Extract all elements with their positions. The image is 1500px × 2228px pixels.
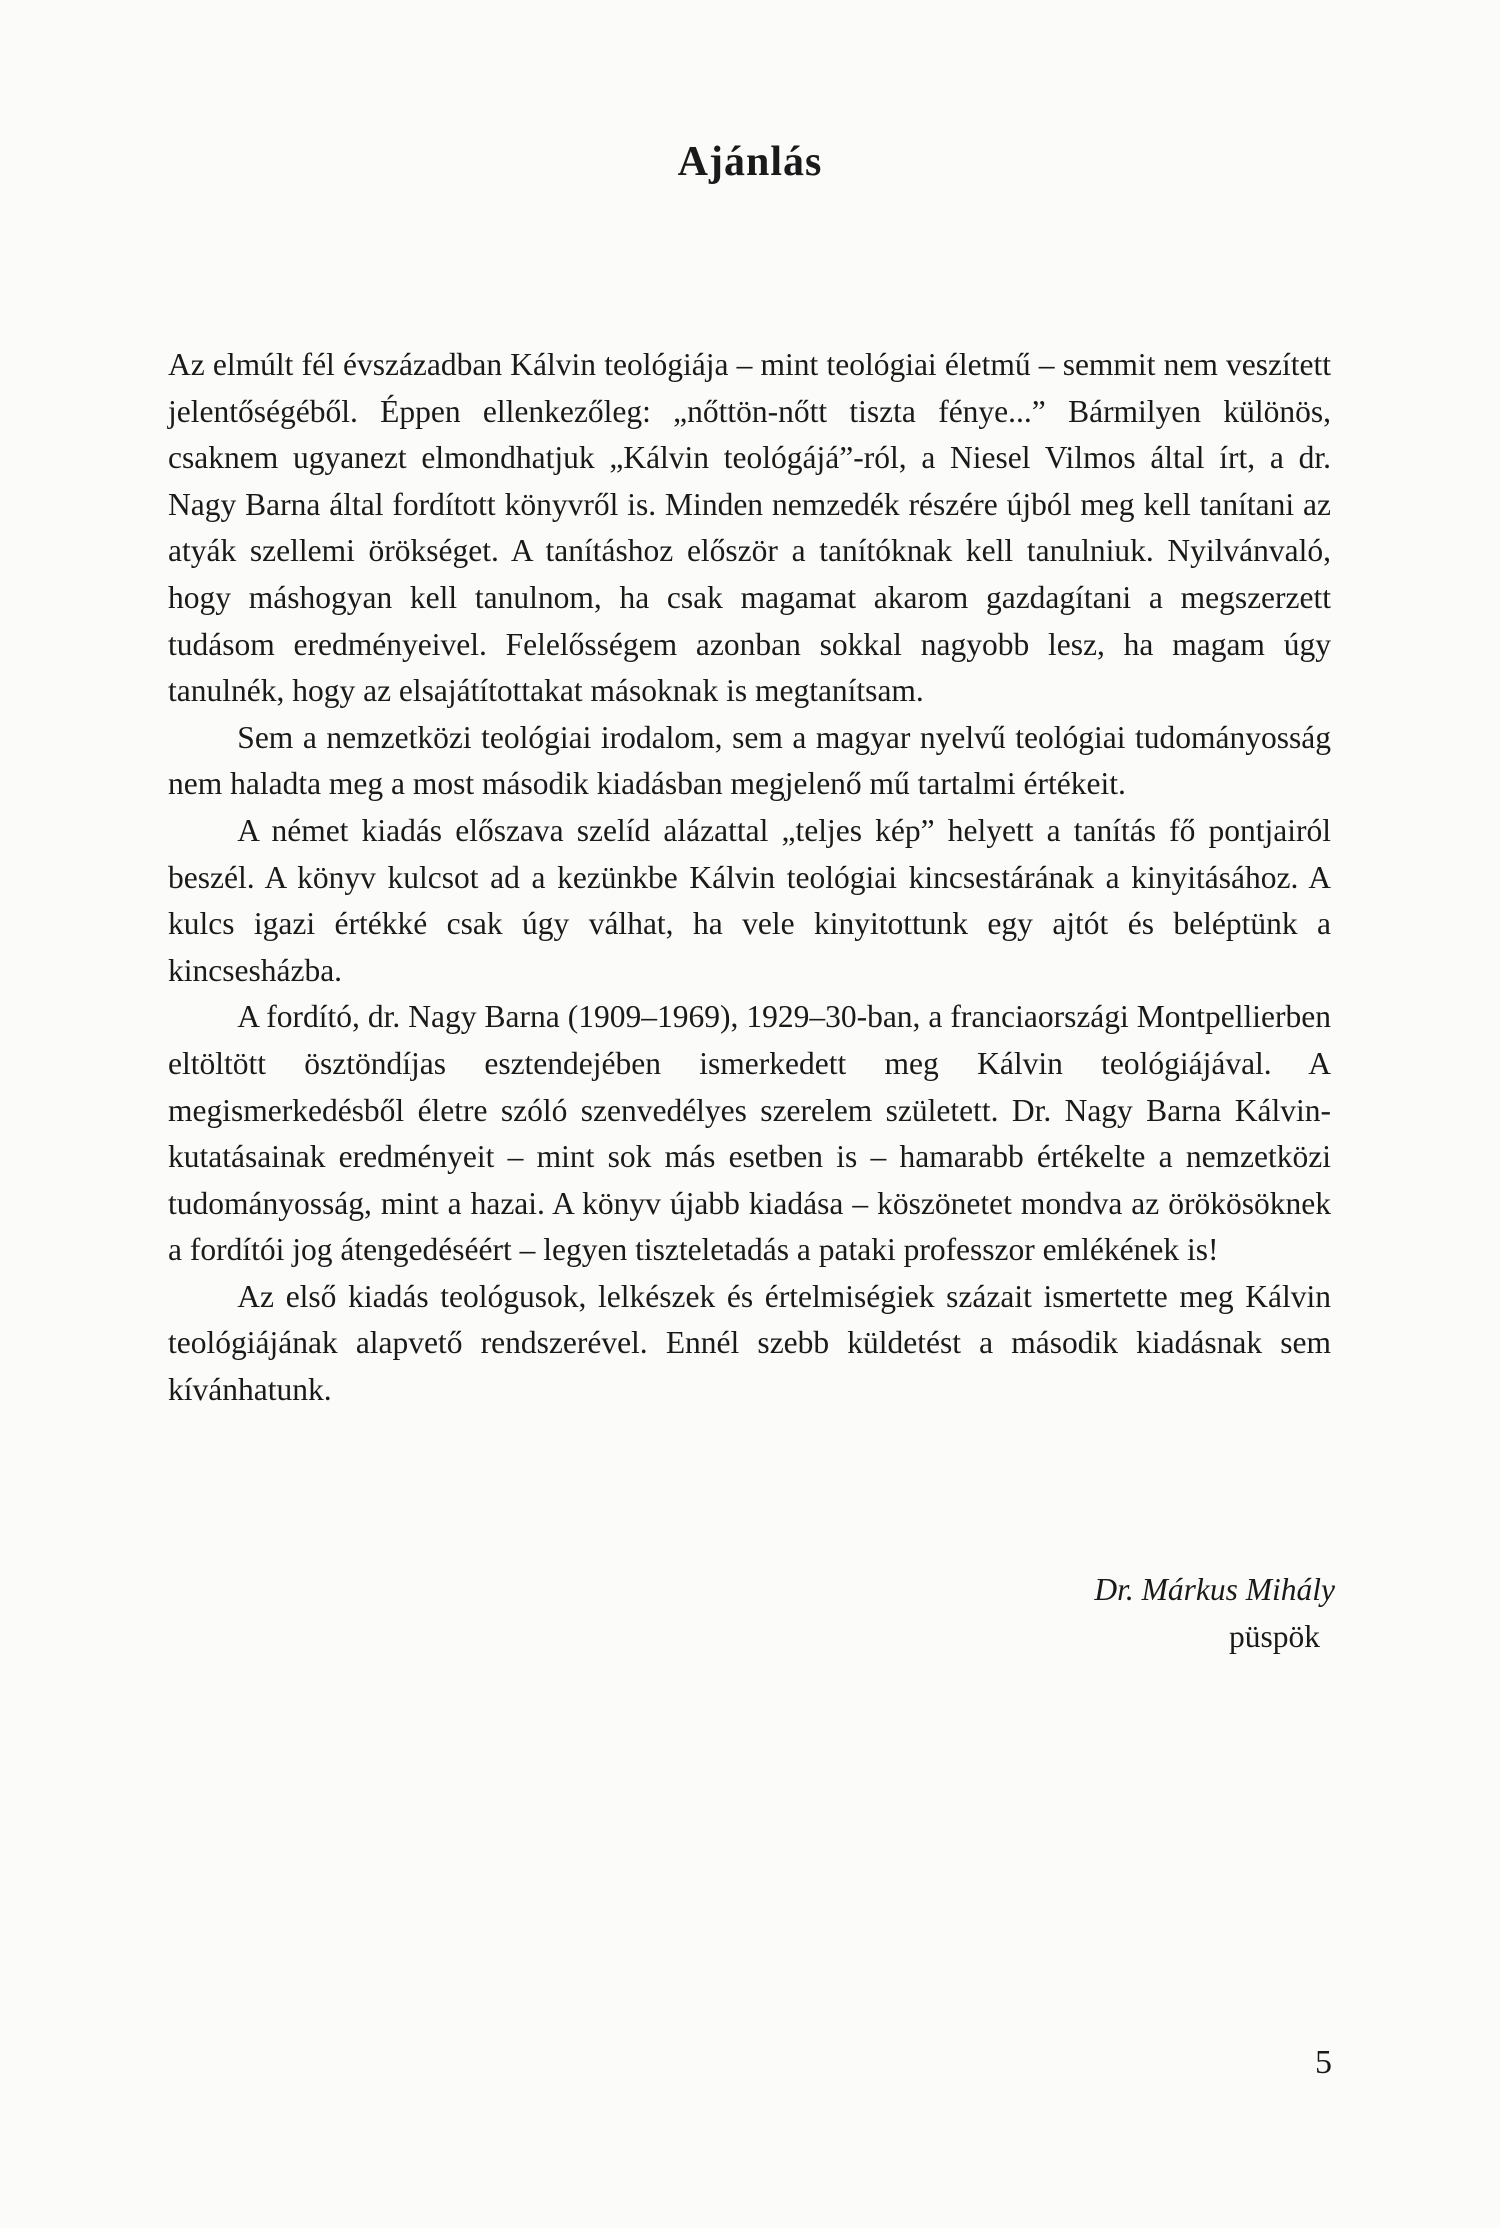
page-title: Ajánlás xyxy=(677,139,823,185)
signature-block xyxy=(1094,1566,1335,1660)
paragraph-5: Az első kiadás teológusok, lelkészek és értelmiségiek százait ismertette meg Kálvin teológiájának alapvető rendszerével. Ennél szebb küldetést a második kiadásnak sem kívánhatunk. xyxy=(168,1278,1331,1408)
page-number: 5 xyxy=(1315,2044,1332,2081)
body-text xyxy=(168,342,1331,1414)
paragraph-2: Sem a nemzetközi teológiai irodalom, sem a magyar nyelvű teológiai tudományosság nem haladta meg a most második kiadásban megjelenő mű tartalmi értékeit. xyxy=(168,719,1331,802)
paragraph-3: A német kiadás előszava szelíd alázattal „teljes kép” helyett a tanítás fő pontjairól beszél. A könyv kulcsot ad a kezünkbe Kálvin teológiai kincsestárának a kinyitásához. A kulcs igazi értékké csak úgy válhat, ha vele kinyitottunk egy ajtót és beléptünk a kincsesházba. xyxy=(168,812,1331,988)
paragraph-1: Az elmúlt fél évszázadban Kálvin teológiája – mint teológiai életmű – semmit nem veszített jelentőségéből. Éppen ellenkezőleg: „nőttön-nőtt tiszta fénye...” Bármilyen különös, csaknem ugyanezt elmondhatjuk „Kálvin teológájá”-ról, a Niesel Vilmos által írt, a dr. Nagy Barna által fordított könyvről is. Minden nemzedék részére újból meg kell tanítani az atyák szellemi örökséget. A tanításhoz először a tanítóknak kell tanulniuk. Nyilvánvaló, hogy máshogyan kell tanulnom, ha csak magamat akarom gazdagítani a megszerzett tudásom eredményeivel. Felelősségem azonban sokkal nagyobb lesz, ha magam úgy tanulnék, hogy az elsajátítottakat másoknak is megtanítsam. xyxy=(168,347,1331,709)
signature-name: Dr. Márkus Mihály xyxy=(1094,1572,1335,1607)
paragraph-4: A fordító, dr. Nagy Barna (1909–1969), 1929–30-ban, a franciaországi Montpellierben eltöltött ösztöndíjas esztendejében ismerkedett meg Kálvin teológiájával. A megismerkedésből életre szóló szenvedélyes szerelem született. Dr. Nagy Barna Kálvin-kutatásainak eredményeit – mint sok más esetben is – hamarabb értékelte a nemzetközi tudományosság, mint a hazai. A könyv újabb kiadása – köszönetet mondva az örökösöknek a fordítói jog átengedéséért – legyen tiszteletadás a pataki professzor emlékének is! xyxy=(168,999,1331,1268)
signature-role: püspök xyxy=(1228,1619,1320,1654)
